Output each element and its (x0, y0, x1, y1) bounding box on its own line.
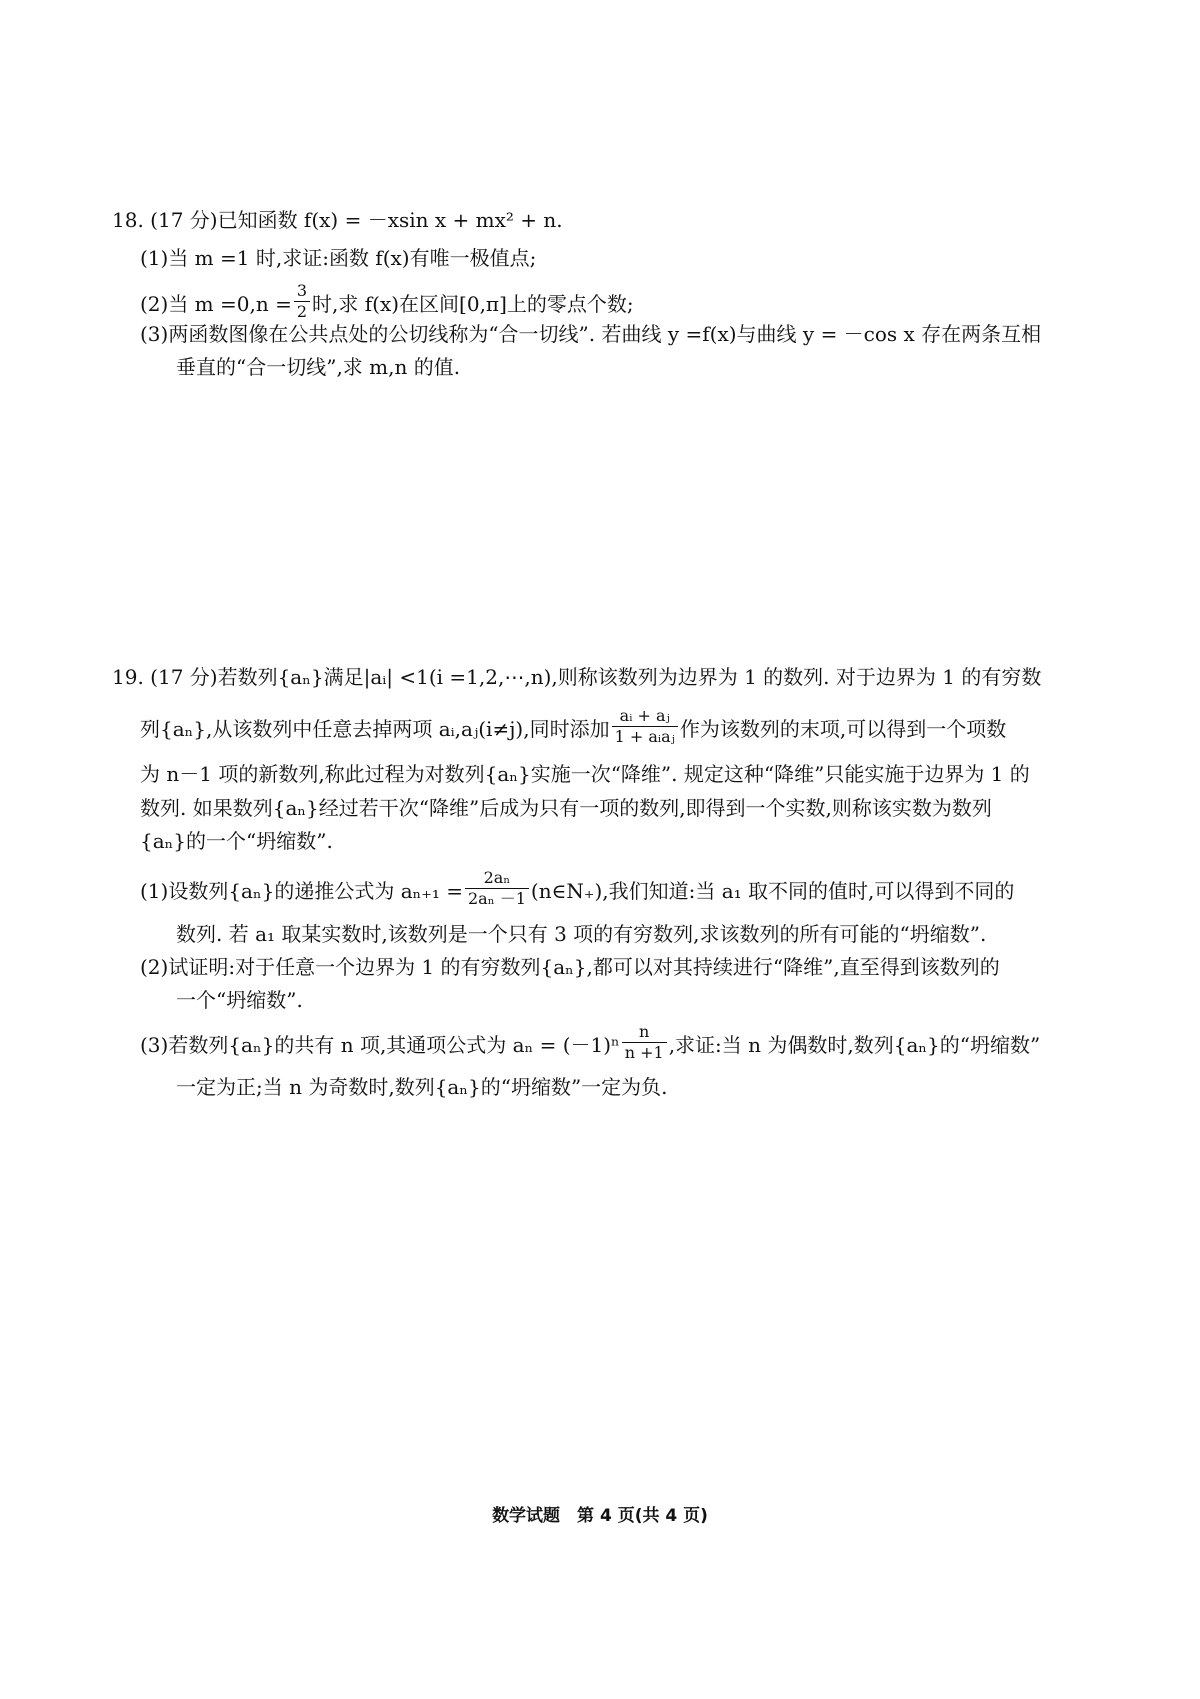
q19-line1: 19. (17 分)若数列{aₙ}满足|aᵢ| <1(i =1,2,⋯,n),则称该数列为边界为 1 的数列. 对于边界为 1 的有穷数 (112, 665, 1042, 689)
q19-part2-line1: (2)试证明:对于任意一个边界为 1 的有穷数列{aₙ},都可以对其持续进行“降维”,直至得到该数列的 (140, 955, 1000, 979)
fraction-denominator: 2aₙ －1 (467, 889, 526, 908)
fraction-numerator: 2aₙ (465, 869, 529, 889)
q19-part1-fraction (465, 869, 529, 908)
q18-part3-line2: 垂直的“合一切线”,求 m,n 的值. (176, 355, 461, 379)
fraction-numerator: n (622, 1023, 667, 1043)
fraction-numerator: 3 (294, 282, 310, 302)
fraction-denominator: n +1 (624, 1043, 664, 1062)
q18-part2-text-b: 时,求 f(x)在区间[0,π]上的零点个数; (312, 292, 634, 316)
q18-part2-text-a: (2)当 m =0,n = (140, 292, 292, 316)
q19-part1-text-a: (1)设数列{aₙ}的递推公式为 aₙ₊₁ = (140, 879, 463, 903)
q19-line2-fraction (612, 707, 678, 746)
q19-line4: 数列. 如果数列{aₙ}经过若干次“降维”后成为只有一项的数列,即得到一个实数,则称该实数为数列 (140, 796, 992, 820)
q19-part2-line2: 一个“坍缩数”. (176, 988, 303, 1012)
fraction-denominator: 2 (296, 302, 308, 321)
q19-part3-text-b: ,求证:当 n 为偶数时,数列{aₙ}的“坍缩数” (668, 1033, 1041, 1057)
q19-line2-text-b: 作为该数列的末项,可以得到一个项数 (679, 717, 1007, 741)
page-footer: 数学试题 第 4 页(共 4 页) (492, 1506, 708, 1526)
fraction-denominator: 1 + aᵢaⱼ (614, 727, 675, 746)
q19-part3-line1 (140, 1022, 1041, 1066)
fraction-numerator: aᵢ + aⱼ (612, 707, 678, 727)
q19-line5: {aₙ}的一个“坍缩数”. (140, 829, 333, 853)
q19-part3-text-a: (3)若数列{aₙ}的共有 n 项,其通项公式为 aₙ = (－1)ⁿ (140, 1033, 620, 1057)
q19-part1-text-b: (n∈N₊),我们知道:当 a₁ 取不同的值时,可以得到不同的 (530, 879, 1015, 903)
q19-line2 (140, 706, 1007, 750)
q19-part1-line2: 数列. 若 a₁ 取某实数时,该数列是一个只有 3 项的有穷数列,求该数列的所有可能的“坍缩数”. (176, 922, 987, 946)
q19-part1-line1 (140, 868, 1015, 912)
q18-part3-line1: (3)两函数图像在公共点处的公切线称为“合一切线”. 若曲线 y =f(x)与曲线 y = －cos x 存在两条互相 (140, 322, 1042, 346)
q19-line3: 为 n－1 项的新数列,称此过程为对数列{aₙ}实施一次“降维”. 规定这种“降维”只能实施于边界为 1 的 (140, 762, 1030, 786)
q19-part3-line2: 一定为正;当 n 为奇数时,数列{aₙ}的“坍缩数”一定为负. (176, 1075, 668, 1099)
q18-stem: 18. (17 分)已知函数 f(x) = －xsin x + mx² + n. (112, 208, 563, 232)
q19-part3-fraction (622, 1023, 667, 1062)
q18-part1: (1)当 m =1 时,求证:函数 f(x)有唯一极值点; (140, 246, 537, 270)
q18-part2-fraction (294, 282, 310, 321)
q19-line2-text-a: 列{aₙ},从该数列中任意去掉两项 aᵢ,aⱼ(i≠j),同时添加 (140, 717, 610, 741)
